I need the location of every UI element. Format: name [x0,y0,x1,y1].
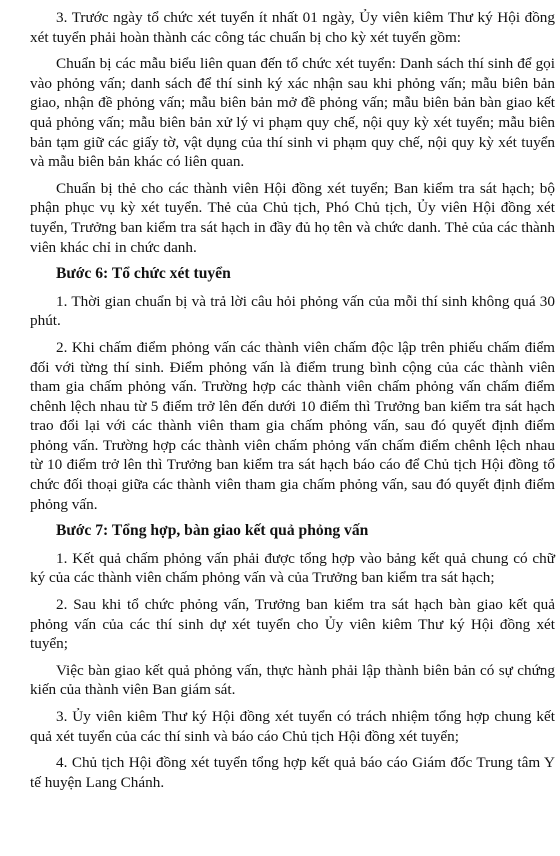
document-page [30,8,555,799]
paragraph-interview-duration: 1. Thời gian chuẩn bị và trả lời câu hỏi phỏng vấn của mỗi thí sinh không quá 30 phút. [30,292,555,330]
paragraph-chairman-report: 4. Chủ tịch Hội đồng xét tuyển tổng hợp kết quả báo cáo Giám đốc Trung tâm Y tế huyện Lang Chánh. [30,754,555,791]
paragraph-results-summary: 1. Kết quả chấm phỏng vấn phải được tổng hợp vào bảng kết quả chung có chữ ký của các thành viên chấm phỏng vấn và của Trưởng ban kiểm tra sát hạch; [30,549,555,587]
paragraph-handover-minutes: Việc bàn giao kết quả phỏng vấn, thực hành phải lập thành biên bản có sự chứng kiến của thành viên Ban giám sát. [30,661,555,699]
paragraph-forms-preparation: Chuẩn bị các mẫu biểu liên quan đến tổ chức xét tuyển: Danh sách thí sinh để gọi vào phỏng vấn; danh sách để thí sinh ký xác nhận sau khi phỏng vấn; mẫu biên bản giao, nhận đề phỏng vấn; mẫu biên bản mở đề phỏng vấn; mẫu biên bản bàn giao kết quả phỏng vấn; mẫu biên bản xử lý vi phạm quy chế, nội quy kỳ xét tuyển; mẫu biên bản tạm giữ các giấy tờ, vật dụng của thí sinh vi phạm quy chế, nội quy kỳ xét tuyển và mẫu biên bản khác có liên quan. [30,55,555,171]
paragraph-results-handover: 2. Sau khi tổ chức phỏng vấn, Trưởng ban kiểm tra sát hạch bàn giao kết quả phỏng vấn của các thí sinh dự xét tuyển cho Ủy viên kiêm Thư ký Hội đồng xét tuyển; [30,596,555,653]
section-heading-step-6: Bước 6: Tổ chức xét tuyển [56,265,231,283]
section-heading-step-7: Bước 7: Tổng hợp, bàn giao kết quả phỏng vấn [56,522,369,540]
paragraph-scoring-rules: 2. Khi chấm điểm phỏng vấn các thành viên chấm độc lập trên phiếu chấm điểm đối với từng thí sinh. Điểm phỏng vấn là điểm trung bình cộng của các thành viên tham gia chấm phỏng vấn. Trường hợp các thành viên chấm phỏng vấn chấm điểm chênh lệch nhau từ 5 điểm trở lên đến dưới 10 điểm thì Trưởng ban kiểm tra sát hạch trao đổi lại với các thành viên tham gia chấm phỏng vấn, sau đó quyết định điểm phỏng vấn. Trường hợp các thành viên chấm phỏng vấn chấm điểm chênh lệch nhau từ 10 điểm trở lên thì Trưởng ban kiểm tra sát hạch báo cáo để Chủ tịch Hội đồng tổ chức đối thoại giữa các thành viên tham gia chấm phỏng vấn, sau đó quyết định điểm phỏng vấn. [30,338,555,513]
paragraph-preparation-deadline: 3. Trước ngày tổ chức xét tuyển ít nhất 01 ngày, Ủy viên kiêm Thư ký Hội đồng xét tuyển phải hoàn thành các công tác chuẩn bị cho kỳ xét tuyển gồm: [30,9,555,46]
paragraph-badges-preparation: Chuẩn bị thẻ cho các thành viên Hội đồng xét tuyển; Ban kiểm tra sát hạch; bộ phận phục vụ kỳ xét tuyển. Thẻ của Chủ tịch, Phó Chủ tịch, Ủy viên Hội đồng xét tuyển, Trưởng ban kiểm tra sát hạch in đầy đủ họ tên và chức danh. Thẻ của các thành viên khác chỉ in chức danh. [30,179,555,256]
paragraph-secretary-report: 3. Ủy viên kiêm Thư ký Hội đồng xét tuyển có trách nhiệm tổng hợp chung kết quả xét tuyển của các thí sinh và báo cáo Chủ tịch Hội đồng xét tuyển; [30,708,555,745]
